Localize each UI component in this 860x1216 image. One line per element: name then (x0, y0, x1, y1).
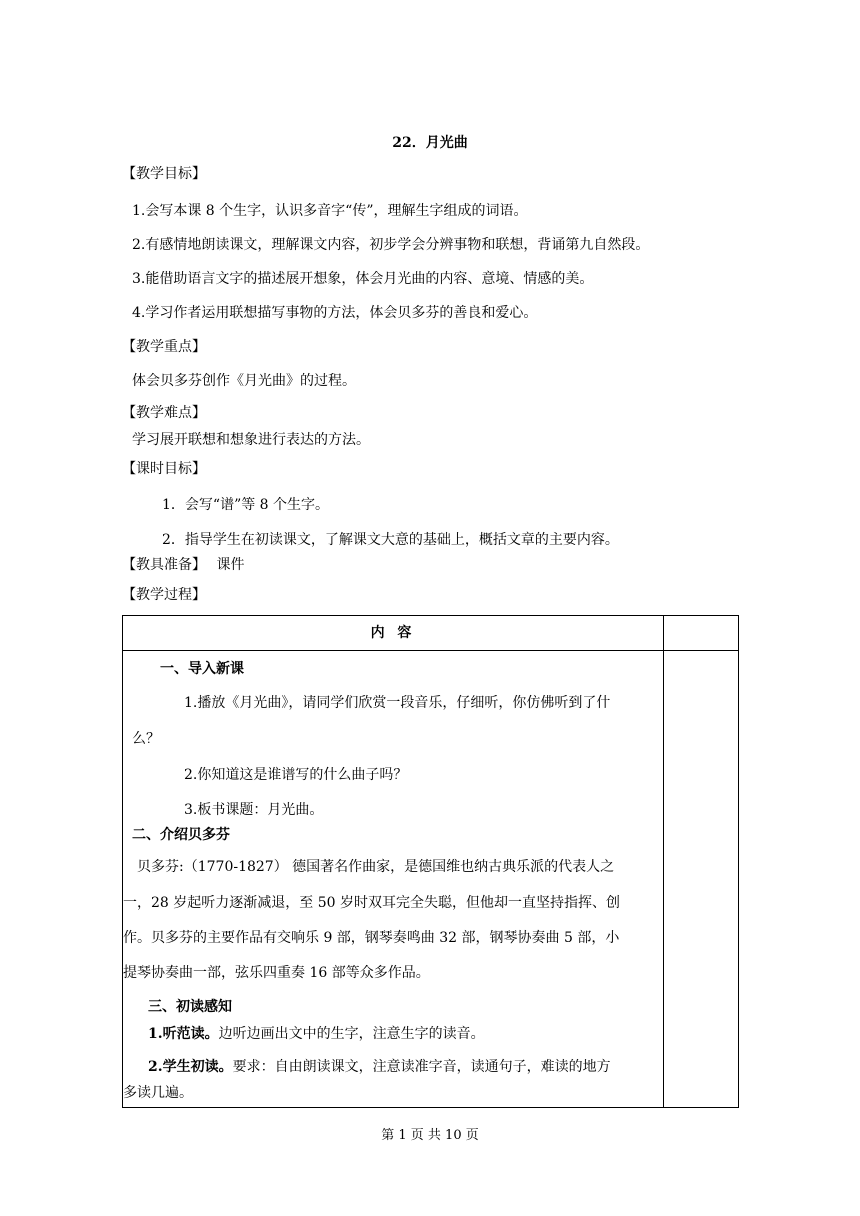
difficulty-text: 学习展开联想和想象进行表达的方法。 (132, 432, 370, 448)
goal-item-1: 1.会写本课 8 个生字，认识多音字“传”，理解生字组成的词语。 (132, 203, 528, 219)
table-body-row (123, 651, 739, 1108)
reading-item-1-text: 边听边画出文中的生字，注意生字的读音。 (218, 1026, 485, 1042)
reading-item-1 (148, 1024, 485, 1044)
beethoven-line-3: 作。贝多芬的主要作品有交响乐 9 部，钢琴奏鸣曲 32 部，钢琴协奏曲 5 部，小 (123, 930, 620, 946)
intro-line-1: 1.播放《月光曲》，请同学们欣赏一段音乐，仔细听，你仿佛听到了什 (184, 695, 611, 711)
section-title-reading: 三、初读感知 (148, 999, 232, 1015)
table-header-content: 内 容 (123, 616, 664, 651)
difficulty-heading: 【教学难点】 (122, 405, 206, 421)
section-title-beethoven: 二、介绍贝多芬 (132, 827, 230, 843)
goal-item-3: 3.能借助语言文字的描述展开想象，体会月光曲的内容、意境、情感的美。 (132, 271, 594, 287)
process-table (122, 615, 739, 1108)
reading-item-1-label: 1.听范读。 (148, 1026, 219, 1042)
reading-item-2-cont: 多读几遍。 (123, 1085, 193, 1101)
table-header-row (123, 616, 739, 651)
notes-cell (664, 651, 739, 1108)
lesson-goals-heading: 【课时目标】 (122, 461, 206, 477)
page-footer: 第 1 页 共 10 页 (381, 1128, 479, 1143)
lesson-goal-2: 2．指导学生在初读课文，了解课文大意的基础上，概括文章的主要内容。 (162, 532, 619, 548)
intro-line-2: 2.你知道这是谁谱写的什么曲子吗？ (184, 767, 408, 783)
content-cell (123, 651, 664, 1108)
lesson-goal-1: 1．会写“谱”等 8 个生字。 (162, 497, 330, 513)
beethoven-line-4: 提琴协奏曲一部，弦乐四重奏 16 部等众多作品。 (123, 965, 430, 981)
goal-item-2: 2.有感情地朗读课文，理解课文内容，初步学会分辨事物和联想，背诵第九自然段。 (132, 237, 650, 253)
tools-heading: 【教具准备】 (122, 557, 206, 573)
key-text: 体会贝多芬创作《月光曲》的过程。 (132, 373, 356, 389)
table-header-empty (664, 616, 739, 651)
beethoven-line-1: 贝多芬:（1770-1827） 德国著名作曲家，是德国维也纳古典乐派的代表人之 (137, 859, 615, 875)
section-title-intro: 一、导入新课 (160, 661, 244, 677)
reading-item-2 (148, 1057, 611, 1077)
beethoven-line-2: 一，28 岁起听力逐渐减退，至 50 岁时双耳完全失聪，但他却一直坚持指挥、创 (123, 895, 620, 911)
tools-row (122, 555, 244, 575)
tools-text: 课件 (216, 557, 245, 573)
reading-item-2-label: 2.学生初读。 (148, 1059, 233, 1075)
intro-line-1-cont: 么？ (132, 731, 160, 747)
goal-item-4: 4.学习作者运用联想描写事物的方法，体会贝多芬的善良和爱心。 (132, 305, 538, 321)
process-heading: 【教学过程】 (122, 587, 206, 603)
reading-item-2-text: 要求：自由朗读课文，注意读准字音，读通句子，难读的地方 (232, 1059, 611, 1075)
goals-heading: 【教学目标】 (122, 166, 206, 182)
intro-line-3: 3.板书课题：月光曲。 (184, 802, 324, 818)
key-heading: 【教学重点】 (122, 339, 206, 355)
lesson-title: 22．月光曲 (392, 135, 468, 151)
